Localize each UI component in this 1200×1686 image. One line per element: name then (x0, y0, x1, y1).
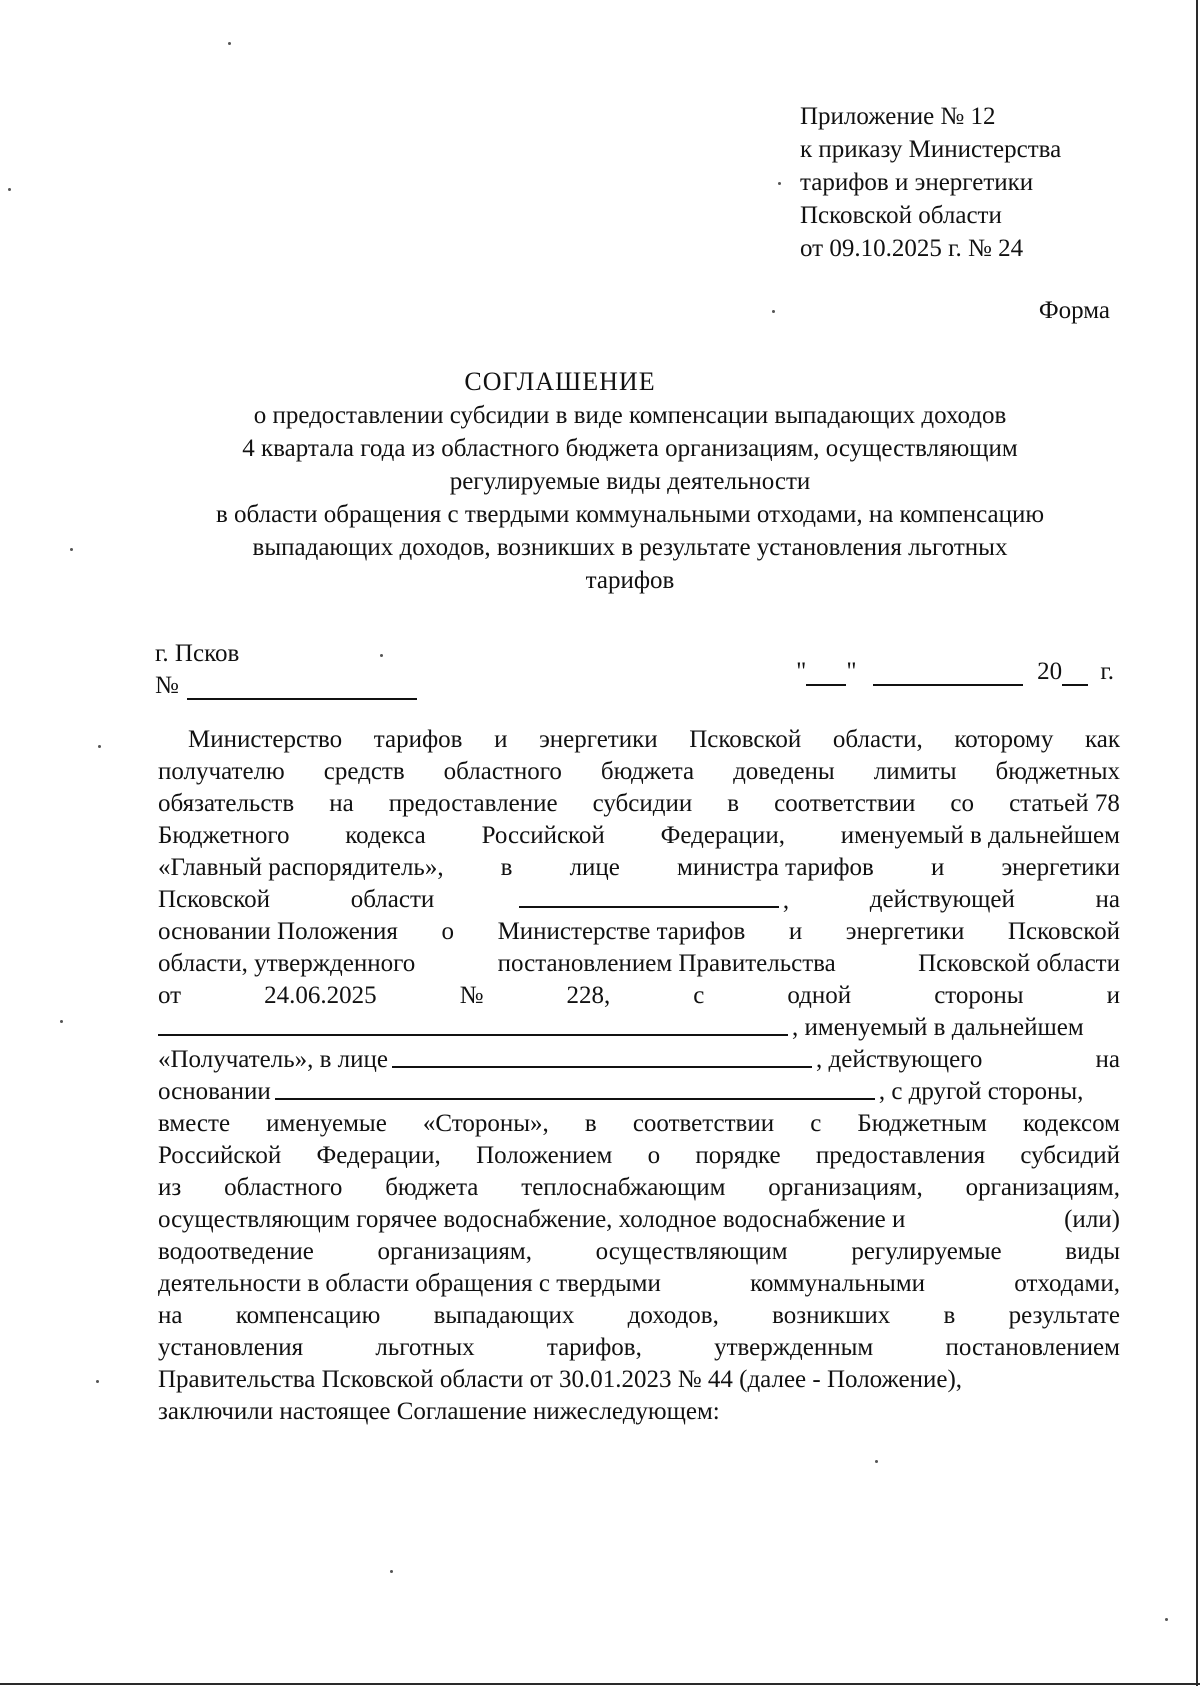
word: тарифов, (546, 1334, 642, 1361)
year-prefix: 20 (1037, 658, 1063, 685)
word: Федерации, (660, 822, 785, 849)
word: доходов, (627, 1302, 719, 1329)
basis-blank (275, 1076, 875, 1100)
word: , действующего (816, 1046, 983, 1073)
minister-name-blank (515, 884, 789, 916)
word: компенсацию (235, 1302, 381, 1329)
word: доведены (733, 758, 835, 785)
recipient-name-blank (158, 1012, 788, 1036)
word: энергетики (845, 918, 965, 945)
year-suffix: г. (1100, 658, 1114, 685)
date-quote-open: " (796, 658, 807, 685)
word: возникших (772, 1302, 891, 1329)
word: организациям, (768, 1174, 923, 1201)
word: от (158, 982, 182, 1009)
word: организациям, (965, 1174, 1120, 1201)
word: энергетики (539, 726, 658, 753)
body-line (158, 1204, 1120, 1236)
scan-speck (60, 1020, 63, 1023)
word: «Получатель», в лице (158, 1046, 389, 1073)
subtitle-line: выпадающих доходов, возникших в результате установления льготных (252, 534, 1008, 561)
year-blank-line (1062, 662, 1088, 686)
scan-speck (70, 548, 73, 551)
scan-speck (875, 1460, 878, 1463)
word: субсидий (1020, 1142, 1120, 1169)
body-line (158, 1108, 1120, 1140)
word: в (584, 1110, 597, 1137)
form-label: Форма (1038, 297, 1110, 324)
word: Псковской (1007, 918, 1120, 945)
word: Министерстве тарифов (497, 918, 746, 945)
word: Псковской (689, 726, 802, 753)
word: «Стороны», (422, 1110, 549, 1137)
word: постановлением (945, 1334, 1120, 1361)
word: основании (158, 1078, 271, 1105)
month-blank-line (873, 662, 1023, 686)
word: установления (158, 1334, 304, 1361)
body-line (158, 788, 1120, 820)
word: в (727, 790, 740, 817)
word: бюджетных (995, 758, 1120, 785)
word: из (158, 1174, 182, 1201)
word: 228, (566, 982, 611, 1009)
appendix-line: Приложение № 12 (800, 103, 996, 130)
recipient-rep-blank (392, 1044, 812, 1068)
subtitle-line: 4 квартала года из областного бюджета организациям, осуществляющим (242, 435, 1018, 462)
scan-speck (778, 182, 781, 185)
subtitle-line: о предоставлении субсидии в виде компенсации выпадающих доходов (253, 402, 1007, 429)
word: области, (832, 726, 923, 753)
word: , (782, 887, 790, 914)
word: предоставление (388, 790, 558, 817)
word: на (158, 1302, 183, 1329)
appendix-header (800, 100, 1061, 265)
word: получателю (158, 758, 285, 785)
word: Псковской (158, 886, 271, 913)
appendix-line: тарифов и энергетики (800, 169, 1034, 196)
city-label: г. Псков (155, 640, 240, 667)
word: льготных (375, 1334, 475, 1361)
word: о (441, 918, 454, 945)
word: тарифов (373, 726, 463, 753)
word: осуществляющим (595, 1238, 788, 1265)
scan-speck (1165, 1618, 1168, 1621)
word: «Главный распорядитель», (158, 854, 444, 881)
word: области (350, 886, 435, 913)
body-line (158, 1332, 1120, 1364)
word: предоставления (815, 1142, 986, 1169)
word: Федерации, (316, 1142, 441, 1169)
scan-speck (96, 1380, 99, 1383)
body-line (158, 1044, 1120, 1076)
word: на (1095, 886, 1120, 913)
appendix-line: от 09.10.2025 г. № 24 (800, 235, 1024, 262)
word: действующей (869, 886, 1015, 913)
body-line (158, 980, 1120, 1012)
word: основании Положения (158, 918, 398, 945)
blank-line (519, 884, 779, 908)
word: отходами, (1014, 1270, 1120, 1297)
word: утвержденным (714, 1334, 874, 1361)
body-line (158, 1140, 1120, 1172)
body-line (158, 948, 1120, 980)
word: результате (1008, 1302, 1120, 1329)
agreement-number (155, 672, 417, 700)
body-text: заключили настоящее Соглашение нижеследующем: (158, 1398, 720, 1425)
word: и (494, 726, 508, 753)
word: со (950, 790, 975, 817)
body-text: Правительства Псковской области от 30.01.2023 № 44 (далее - Положение), (158, 1366, 963, 1393)
word: порядке (695, 1142, 781, 1169)
word: бюджета (600, 758, 695, 785)
word: осуществляющим горячее водоснабжение, холодное водоснабжение и (158, 1206, 906, 1233)
word: виды (1065, 1238, 1120, 1265)
word: с (693, 982, 705, 1009)
word: 24.06.2025 (264, 982, 377, 1009)
word: о (647, 1142, 661, 1169)
word: областного (443, 758, 562, 785)
body-line (158, 916, 1120, 948)
scan-speck (380, 654, 383, 657)
word: лимиты (873, 758, 957, 785)
word: (или) (1064, 1206, 1120, 1233)
word: в (500, 854, 513, 881)
word: области, утвержденного (158, 950, 416, 977)
word: средств (323, 758, 405, 785)
word: на (329, 790, 354, 817)
appendix-line: Псковской области (800, 202, 1002, 229)
word: соответствии (632, 1110, 775, 1137)
body-line (158, 1364, 1120, 1396)
body-line (158, 1012, 1120, 1044)
word: теплоснабжающим (521, 1174, 726, 1201)
body-line (158, 1172, 1120, 1204)
word: с (810, 1110, 822, 1137)
word: как (1084, 726, 1120, 753)
word: на (1095, 1046, 1120, 1073)
word: кодексом (1022, 1110, 1120, 1137)
word: водоотведение (158, 1238, 314, 1265)
word: Министерство (188, 726, 343, 753)
word: областного (224, 1174, 343, 1201)
subtitle-line: тарифов (585, 567, 675, 594)
number-label: № (155, 672, 179, 699)
word: энергетики (1001, 854, 1120, 881)
word: деятельности в области обращения с твердыми (158, 1270, 661, 1297)
number-blank-line (187, 676, 417, 700)
word: коммунальными (750, 1270, 926, 1297)
body-line (158, 1076, 1120, 1108)
word: в (943, 1302, 956, 1329)
document-title: СОГЛАШЕНИЕ (464, 367, 656, 396)
word: именуемый в дальнейшем (840, 822, 1120, 849)
word: постановлением Правительства (497, 950, 836, 977)
word: № (459, 982, 484, 1009)
word: кодекса (345, 822, 426, 849)
date-quote-close: " (846, 658, 857, 685)
word: и (1106, 982, 1120, 1009)
word: организациям, (377, 1238, 532, 1265)
scan-speck (228, 42, 231, 45)
word: Положением (476, 1142, 613, 1169)
day-blank-line (806, 662, 846, 686)
body-line (158, 1396, 1120, 1428)
word: Российской (158, 1142, 282, 1169)
scan-speck (390, 1570, 393, 1573)
word: Бюджетного (158, 822, 290, 849)
word: именуемые (266, 1110, 387, 1137)
scan-speck (8, 188, 11, 191)
word: бюджета (385, 1174, 479, 1201)
word: Российской (481, 822, 605, 849)
word: вместе (158, 1110, 231, 1137)
body-line (158, 756, 1120, 788)
word: статьей 78 (1009, 790, 1120, 817)
word: лице (569, 854, 620, 881)
word: выпадающих (433, 1302, 575, 1329)
body-line (158, 1300, 1120, 1332)
appendix-line: к приказу Министерства (800, 136, 1062, 163)
word: Бюджетным (857, 1110, 987, 1137)
word: которому (954, 726, 1054, 753)
body-line (158, 1268, 1120, 1300)
scan-speck (98, 745, 101, 748)
body-line (158, 724, 1120, 756)
agreement-date (796, 658, 1114, 686)
page-edge-right (1196, 0, 1198, 1686)
word: стороны (934, 982, 1024, 1009)
page-edge-bottom (0, 1683, 1200, 1685)
word: Псковской области (918, 950, 1120, 977)
subtitle-line: в области обращения с твердыми коммунальными отходами, на компенсацию (215, 501, 1045, 528)
word: регулируемые (851, 1238, 1002, 1265)
word: обязательств (158, 790, 295, 817)
word: одной (787, 982, 852, 1009)
word: и (788, 918, 803, 945)
document-subtitle (110, 399, 1150, 597)
scan-speck (772, 310, 775, 313)
body-line (158, 852, 1120, 884)
word: субсидии (592, 790, 693, 817)
word: министра тарифов (677, 854, 874, 881)
agreement-body (158, 724, 1120, 1428)
body-line (158, 820, 1120, 852)
word: , с другой стороны, (878, 1078, 1084, 1105)
word: , именуемый в дальнейшем (792, 1014, 1084, 1041)
subtitle-line: регулируемые виды деятельности (449, 468, 811, 495)
body-line (158, 884, 1120, 916)
word: соответствии (774, 790, 916, 817)
word: и (930, 854, 945, 881)
body-line (158, 1236, 1120, 1268)
